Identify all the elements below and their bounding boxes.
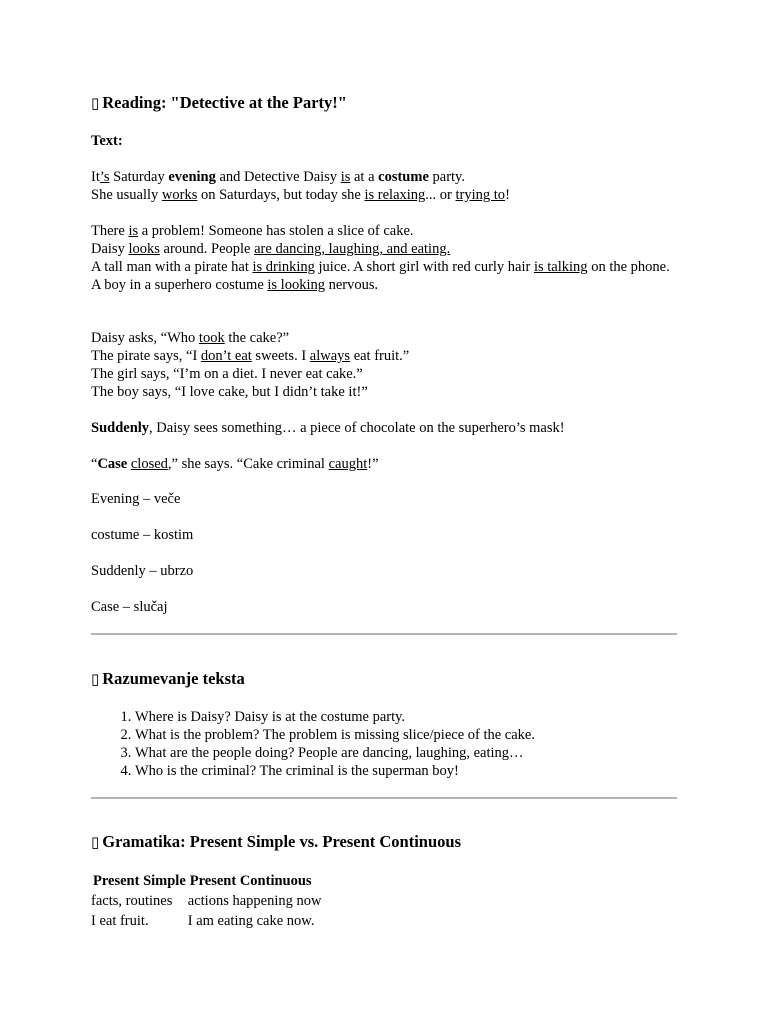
missing-glyph-icon: ▯ xyxy=(91,94,100,112)
comprehension-heading: ▯ Razumevanje teksta xyxy=(91,669,245,688)
list-item: 1. Where is Daisy? Daisy is at the costume party. xyxy=(135,708,723,726)
story-paragraph-4: Suddenly, Daisy sees something… a piece of chocolate on the superhero’s mask! xyxy=(91,420,565,436)
table-header-row xyxy=(91,871,333,891)
reading-heading: ▯ Reading: "Detective at the Party!" xyxy=(91,93,347,112)
table-cell: actions happening now xyxy=(187,893,322,909)
section-divider xyxy=(91,797,677,799)
column-header: Present Continuous xyxy=(189,873,312,889)
list-item: 3. What are the people doing? People are dancing, laughing, eating… xyxy=(135,744,723,762)
story-line: The pirate says, “I don’t eat sweets. I always eat fruit.” xyxy=(91,348,410,364)
story-line: She usually works on Saturdays, but today she is relaxing... or trying to! xyxy=(91,187,510,203)
vocab-item: Evening – veče xyxy=(91,491,181,507)
list-item: 2. What is the problem? The problem is missing slice/piece of the cake. xyxy=(135,726,723,744)
story-paragraph-2 xyxy=(91,222,679,294)
column-header: Present Simple xyxy=(93,873,186,889)
section-divider xyxy=(91,633,677,635)
story-line: Daisy asks, “Who took the cake?” xyxy=(91,330,290,346)
story-paragraph-5: “Case closed,” she says. “Cake criminal caught!” xyxy=(91,456,379,472)
table-row xyxy=(91,911,333,931)
grammar-heading: ▯ Gramatika: Present Simple vs. Present Continuous xyxy=(91,832,461,851)
text-label: Text: xyxy=(91,133,123,149)
story-line: Daisy looks around. People are dancing, laughing, and eating. xyxy=(91,241,451,257)
comprehension-list xyxy=(91,708,723,780)
list-item: 4. Who is the criminal? The criminal is the superman boy! xyxy=(135,762,723,780)
story-line: A boy in a superhero costume is looking nervous. xyxy=(91,277,379,293)
story-line: The boy says, “I love cake, but I didn’t take it!” xyxy=(91,384,368,400)
story-paragraph-1 xyxy=(91,168,679,204)
vocab-item: costume – kostim xyxy=(91,527,194,543)
vocab-item: Case – slučaj xyxy=(91,599,168,615)
table-cell: I am eating cake now. xyxy=(187,913,315,929)
missing-glyph-icon: ▯ xyxy=(91,833,100,851)
story-paragraph-3 xyxy=(91,329,679,401)
story-line: It’s Saturday evening and Detective Daisy is at a costume party. xyxy=(91,169,465,185)
grammar-table xyxy=(91,871,333,931)
missing-glyph-icon: ▯ xyxy=(91,670,100,688)
story-line: A tall man with a pirate hat is drinking juice. A short girl with red curly hair is talking on the phone. xyxy=(91,259,670,275)
story-line: There is a problem! Someone has stolen a slice of cake. xyxy=(91,223,414,239)
table-cell: facts, routines xyxy=(91,893,173,909)
table-cell: I eat fruit. xyxy=(91,913,149,929)
story-line: The girl says, “I’m on a diet. I never eat cake.” xyxy=(91,366,363,382)
table-row xyxy=(91,891,333,911)
vocab-item: Suddenly – ubrzo xyxy=(91,563,194,579)
